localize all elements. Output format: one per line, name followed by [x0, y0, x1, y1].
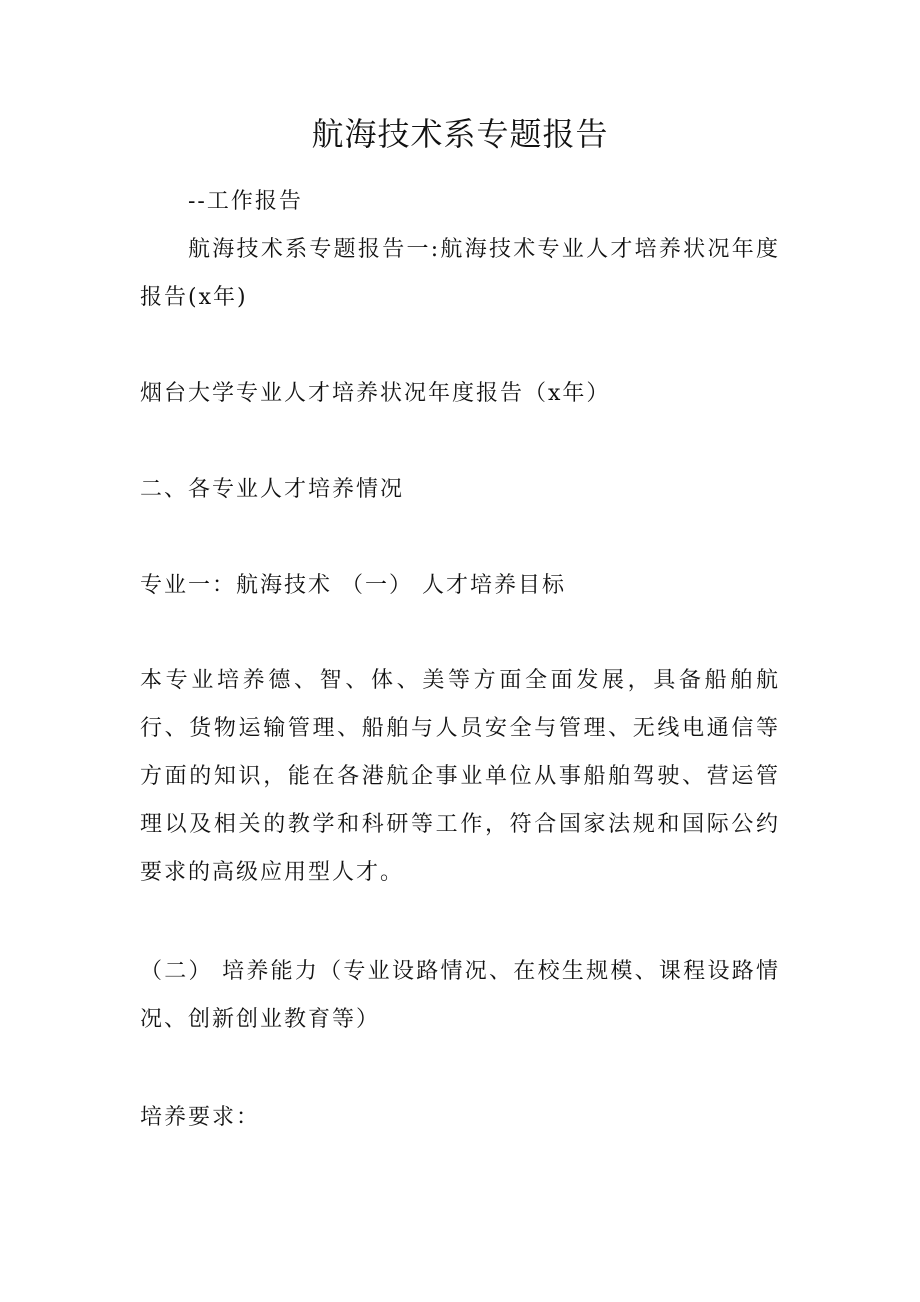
intro-paragraph: 航海技术系专题报告一:航海技术专业人才培养状况年度报告(x年) — [140, 237, 780, 310]
training-ability-heading: （二） 培养能力（专业设路情况、在校生规模、课程设路情况、创新创业教育等） — [140, 959, 780, 1032]
training-requirements-label: 培养要求： — [140, 1105, 261, 1130]
major-one-heading: 专业一：航海技术 （一） 人才培养目标 — [140, 573, 566, 598]
training-goal-paragraph: 本专业培养德、智、体、美等方面全面发展，具备船舶航行、货物运输管理、船舶与人员安全与管理、无线电通信等方面的知识，能在各港航企事业单位从事船舶驾驶、营运管理以及相关的教学和科研等工作，符合国家法规和国际公约要求的高级应用型人才。 — [140, 668, 780, 885]
document-subtitle: --工作报告 — [188, 189, 303, 214]
school-report-title: 烟台大学专业人才培养状况年度报告（x年） — [140, 381, 611, 406]
section-two-heading: 二、各专业人才培养情况 — [140, 477, 405, 502]
document-title: 航海技术系专题报告 — [311, 115, 609, 153]
